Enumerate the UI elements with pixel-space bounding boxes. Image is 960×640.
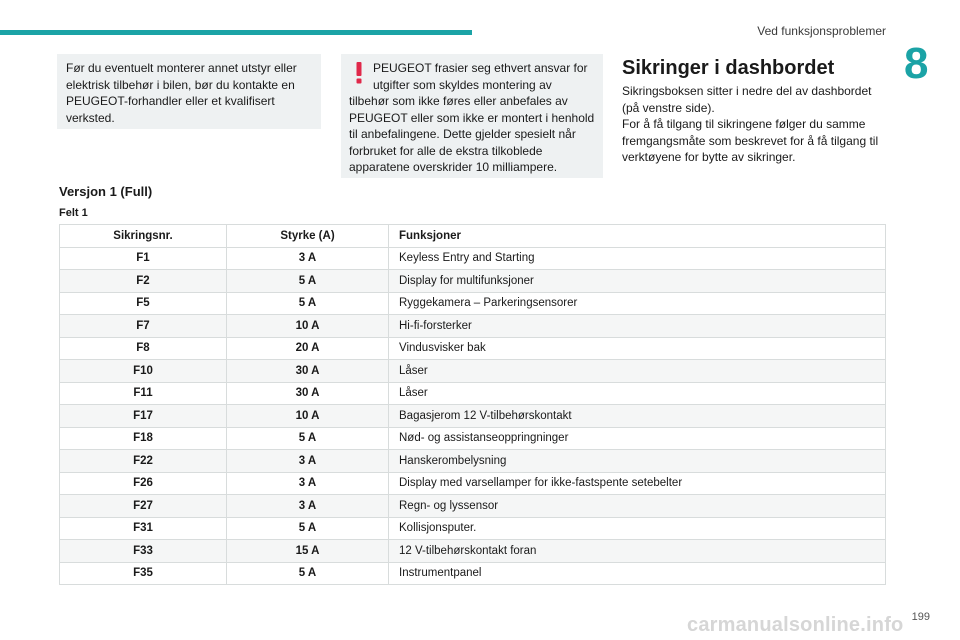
- fuse-rating-cell: 30 A: [227, 360, 389, 383]
- fuse-number-cell: F22: [60, 450, 227, 473]
- exclamation-mark-icon: [354, 62, 364, 84]
- fuse-function-cell: Låser: [389, 360, 886, 383]
- chapter-header-title: Ved funksjonsproblemer: [757, 24, 886, 38]
- fuse-rating-cell: 5 A: [227, 292, 389, 315]
- chapter-number: 8: [904, 39, 929, 88]
- fuse-rating-cell: 5 A: [227, 562, 389, 585]
- table-row: [60, 517, 886, 540]
- fuse-function-cell: Hanskerombelysning: [389, 450, 886, 473]
- warning-note-line: til anbefalingene. Dette gjelder spesielt når: [349, 127, 576, 141]
- info-note-text: Før du eventuelt monterer annet utstyr eller elektrisk tilbehør i bilen, bør du kontakte en PEUGEOT-forhandler eller et kvalifisert verksted.: [66, 61, 297, 125]
- section-paragraph: For å få tilgang til sikringene følger du samme fremgangsmåte som beskrevet for å få tilgang til verktøyene for bytte av sikringer.: [622, 117, 879, 164]
- warning-note-line: apparatene overskrider 10 milliampere.: [349, 160, 558, 174]
- warning-note-line: PEUGEOT eller som ikke er montert i henhold: [349, 110, 595, 125]
- warning-note-line: forbruket for alle de ekstra tilkoblede: [349, 143, 543, 158]
- fuse-table: [59, 224, 886, 585]
- fuse-rating-cell: 5 A: [227, 270, 389, 293]
- table-row: [60, 315, 886, 338]
- fuse-function-cell: Keyless Entry and Starting: [389, 247, 886, 270]
- fuse-function-cell: 12 V-tilbehørskontakt foran: [389, 540, 886, 563]
- table-row: [60, 247, 886, 270]
- fuse-function-cell: Låser: [389, 382, 886, 405]
- fuse-number-cell: F17: [60, 405, 227, 428]
- fuse-rating-cell: 3 A: [227, 247, 389, 270]
- info-note-box: [57, 54, 321, 129]
- fuse-function-cell: Display med varsellamper for ikke-fastspente setebelter: [389, 472, 886, 495]
- column-header-functions: Funksjoner: [389, 225, 886, 248]
- fuse-function-cell: Ryggekamera – Parkeringsensorer: [389, 292, 886, 315]
- table-row: [60, 450, 886, 473]
- fuse-function-cell: Vindusvisker bak: [389, 337, 886, 360]
- fuse-table-body: [60, 247, 886, 585]
- table-row: [60, 472, 886, 495]
- fuse-rating-cell: 5 A: [227, 427, 389, 450]
- fuse-number-cell: F26: [60, 472, 227, 495]
- fuse-number-cell: F27: [60, 495, 227, 518]
- fuse-rating-cell: 10 A: [227, 315, 389, 338]
- header-accent-bar: [0, 30, 472, 35]
- fuse-number-cell: F33: [60, 540, 227, 563]
- fuse-function-cell: Regn- og lyssensor: [389, 495, 886, 518]
- section-body: [622, 83, 892, 166]
- fuse-function-cell: Instrumentpanel: [389, 562, 886, 585]
- section-title: Sikringer i dashbordet: [622, 57, 835, 79]
- section-paragraph: Sikringsboksen sitter i nedre del av dashbordet (på venstre side).: [622, 84, 872, 115]
- fuse-number-cell: F1: [60, 247, 227, 270]
- watermark-text: carmanualsonline.info: [687, 614, 904, 636]
- table-row: [60, 562, 886, 585]
- warning-note-line: tilbehør som ikke føres eller anbefales av: [349, 94, 568, 108]
- fuse-function-cell: Kollisjonsputer.: [389, 517, 886, 540]
- fuse-rating-cell: 3 A: [227, 450, 389, 473]
- fuse-number-cell: F18: [60, 427, 227, 450]
- fuse-rating-cell: 5 A: [227, 517, 389, 540]
- warning-note-line: utgifter som skyldes montering av: [373, 77, 552, 92]
- warning-note-box: [341, 54, 603, 178]
- page-number: 199: [911, 611, 930, 623]
- table-header-row: [60, 225, 886, 248]
- fuse-function-cell: Hi-fi-forsterker: [389, 315, 886, 338]
- table-row: [60, 382, 886, 405]
- fuse-function-cell: Nød- og assistanseoppringninger: [389, 427, 886, 450]
- version-title: Versjon 1 (Full): [59, 184, 153, 199]
- fuse-rating-cell: 20 A: [227, 337, 389, 360]
- column-header-fuse-number: Sikringsnr.: [60, 225, 227, 248]
- fuse-number-cell: F2: [60, 270, 227, 293]
- table-row: [60, 360, 886, 383]
- fuse-number-cell: F7: [60, 315, 227, 338]
- fuse-function-cell: Bagasjerom 12 V-tilbehørskontakt: [389, 405, 886, 428]
- column-header-rating: Styrke (A): [227, 225, 389, 248]
- table-row: [60, 540, 886, 563]
- table-row: [60, 337, 886, 360]
- table-row: [60, 270, 886, 293]
- fuse-number-cell: F35: [60, 562, 227, 585]
- fuse-rating-cell: 15 A: [227, 540, 389, 563]
- fuse-number-cell: F31: [60, 517, 227, 540]
- table-row: [60, 292, 886, 315]
- fuse-rating-cell: 30 A: [227, 382, 389, 405]
- warning-note-line: PEUGEOT frasier seg ethvert ansvar for: [373, 61, 588, 75]
- fuse-number-cell: F10: [60, 360, 227, 383]
- panel-label: Felt 1: [59, 207, 88, 219]
- fuse-number-cell: F5: [60, 292, 227, 315]
- fuse-function-cell: Display for multifunksjoner: [389, 270, 886, 293]
- table-row: [60, 495, 886, 518]
- fuse-rating-cell: 10 A: [227, 405, 389, 428]
- fuse-rating-cell: 3 A: [227, 495, 389, 518]
- fuse-number-cell: F8: [60, 337, 227, 360]
- fuse-rating-cell: 3 A: [227, 472, 389, 495]
- table-row: [60, 427, 886, 450]
- table-row: [60, 405, 886, 428]
- fuse-number-cell: F11: [60, 382, 227, 405]
